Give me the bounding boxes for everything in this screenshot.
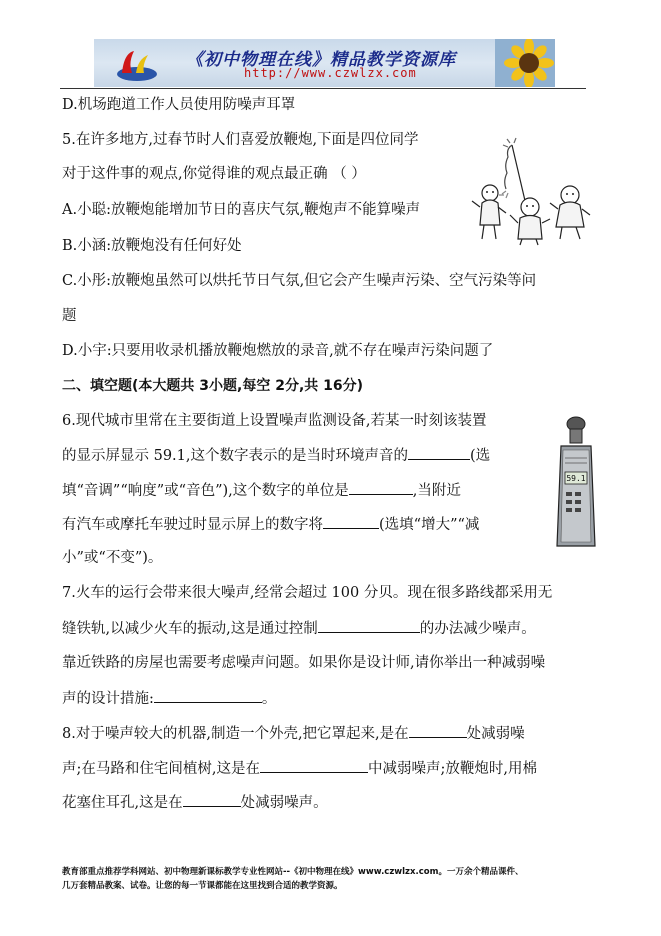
footer-line1: 教育部重点推荐学科网站、初中物理新课标教学专业性网站--《初中物理在线》www.czwlzx.com。一万余个精品课件、 xyxy=(62,867,524,877)
q6-line3-text: 填“音调”“响度”或“音色”),这个数字的单位是 xyxy=(62,483,349,499)
footer-line2: 几万套精品教案、试卷。让您的每一节课都能在这里找到合适的教学资源。 xyxy=(62,881,343,891)
q6-line2-tail: (选 xyxy=(470,448,491,464)
answer-blank[interactable] xyxy=(349,480,413,495)
q8-line3 xyxy=(62,792,328,813)
q6-line2-text: 的显示屏显示 59.1,这个数字表示的是当时环境声音的 xyxy=(62,448,409,464)
meter-display-reading: 59.1 xyxy=(566,474,586,483)
q7-line2-text: 缝铁轨,以减少火车的振动,这是通过控制 xyxy=(62,621,318,637)
q5-stem-line2: 对于这件事的观点,你觉得谁的观点最正确 （ ） xyxy=(62,166,366,182)
q7-line4-tail: 。 xyxy=(261,691,277,707)
q6-line3-tail: ,当附近 xyxy=(412,483,461,499)
answer-blank[interactable] xyxy=(318,618,420,633)
q8-line3-text: 花塞住耳孔,这是在 xyxy=(62,795,183,811)
q8-line2 xyxy=(62,758,537,779)
q6-line2 xyxy=(62,445,490,466)
header-rule xyxy=(60,88,586,89)
q6-line3 xyxy=(62,480,461,501)
q7-line3: 靠近铁路的房屋也需要考虑噪声问题。如果你是设计师,请你举出一种减弱噪 xyxy=(62,655,546,671)
q7-line4-text: 声的设计措施: xyxy=(62,691,154,707)
site-logo-icon xyxy=(114,47,160,83)
answer-blank[interactable] xyxy=(408,445,470,460)
q8-line2-text: 声;在马路和住宅间植树,这是在 xyxy=(62,761,260,777)
q5-option-c-line2: 题 xyxy=(62,308,77,324)
q4-option-d: D.机场跑道工作人员使用防噪声耳罩 xyxy=(62,97,296,113)
q5-option-c-line1: C.小彤:放鞭炮虽然可以烘托节日气氛,但它会产生噪声污染、空气污染等问 xyxy=(62,273,537,289)
banner-url: http://www.czwlzx.com xyxy=(244,66,417,80)
q6-line4 xyxy=(62,514,479,535)
q6-line4-text: 有汽车或摩托车驶过时显示屏上的数字将 xyxy=(62,517,323,533)
answer-blank[interactable] xyxy=(183,792,241,807)
q8-line1-tail: 处减弱噪 xyxy=(466,726,525,742)
q5-stem-line1: 5.在许多地方,过春节时人们喜爱放鞭炮,下面是四位同学 xyxy=(62,132,419,148)
answer-blank[interactable] xyxy=(409,723,467,738)
q6-line1: 6.现代城市里常在主要街道上设置噪声监测设备,若某一时刻该装置 xyxy=(62,413,487,429)
banner-title: 《初中物理在线》精品教学资源库 xyxy=(186,50,456,70)
sunflower-icon xyxy=(495,39,555,87)
q5-option-d: D.小宇:只要用收录机播放鞭炮燃放的录音,就不存在噪声污染问题了 xyxy=(62,343,494,359)
q7-line2-tail: 的办法减少噪声。 xyxy=(419,621,536,637)
q8-line3-tail: 处减弱噪声。 xyxy=(240,795,328,811)
q7-line1: 7.火车的运行会带来很大噪声,经常会超过 100 分贝。现在很多路线都采用无 xyxy=(62,585,553,601)
header-banner xyxy=(94,39,555,87)
answer-blank[interactable] xyxy=(260,758,368,773)
q8-line2-tail: 中减弱噪声;放鞭炮时,用棉 xyxy=(368,761,537,777)
firecracker-children-illustration xyxy=(470,135,592,247)
q8-line1 xyxy=(62,723,525,744)
q7-line4 xyxy=(62,688,276,709)
q6-line5: 小”或“不变”)。 xyxy=(62,550,163,566)
q7-line2 xyxy=(62,618,536,639)
section-heading-fill-in: 二、填空题(本大题共 3小题,每空 2分,共 16分) xyxy=(62,378,364,394)
noise-meter-illustration xyxy=(551,416,601,550)
answer-blank[interactable] xyxy=(154,688,262,703)
q5-option-b: B.小涵:放鞭炮没有任何好处 xyxy=(62,238,242,254)
q6-line4-tail: (选填“增大”“减 xyxy=(379,517,480,533)
q8-line1-text: 8.对于噪声较大的机器,制造一个外壳,把它罩起来,是在 xyxy=(62,726,409,742)
q5-option-a: A.小聪:放鞭炮能增加节日的喜庆气氛,鞭炮声不能算噪声 xyxy=(62,202,421,218)
answer-blank[interactable] xyxy=(323,514,379,529)
